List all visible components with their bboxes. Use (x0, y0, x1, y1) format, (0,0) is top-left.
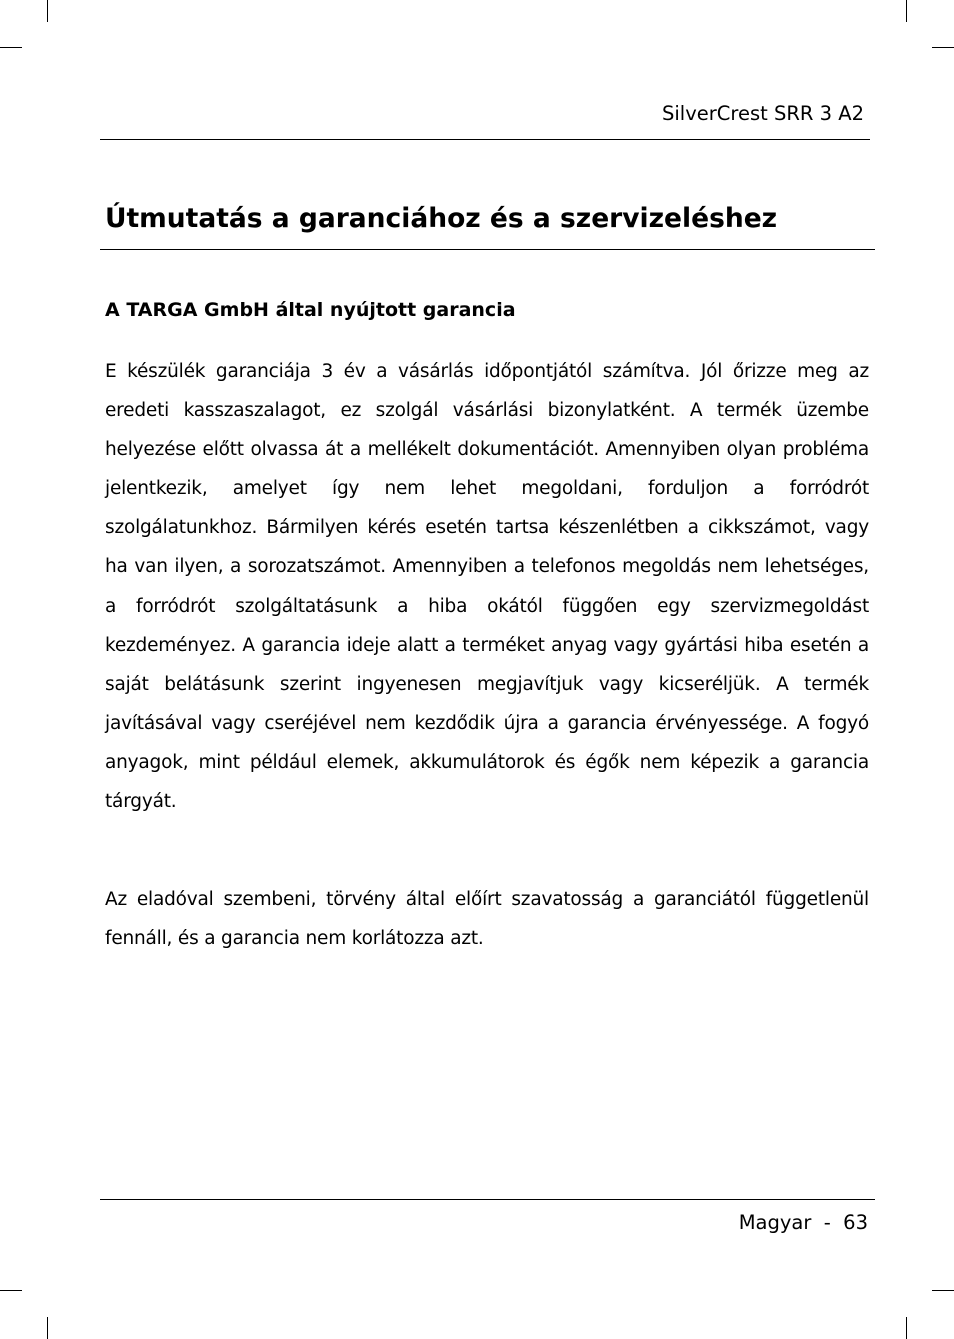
crop-mark-top-left (47, 0, 48, 22)
running-header: SilverCrest SRR 3 A2 (662, 102, 864, 125)
crop-mark-bottom-right-horizontal (932, 1290, 954, 1291)
section-heading: A TARGA GmbH által nyújtott garancia (105, 299, 516, 321)
crop-mark-top-left-horizontal (0, 47, 22, 48)
crop-mark-bottom-right (906, 1317, 907, 1339)
crop-mark-bottom-left (47, 1317, 48, 1339)
page-number: Magyar - 63 (738, 1211, 868, 1234)
header-rule (100, 139, 870, 140)
crop-mark-top-right-horizontal (932, 47, 954, 48)
footer-rule (100, 1199, 875, 1200)
page-title: Útmutatás a garanciához és a szervizeléshez (105, 203, 778, 234)
title-rule (100, 249, 875, 250)
paragraph-warranty-terms: E készülék garanciája 3 év a vásárlás időpontjától számítva. Jól őrizze meg az eredeti kasszaszalagot, ez szolgál vásárlási bizonylatként. A termék üzembe helyezése előtt olvassa át a mellékelt dokumentációt. Amennyiben olyan probléma jelentkezik, amelyet így nem lehet megoldani, forduljon a forródrót szolgálatunkhoz. Bármilyen kérés esetén tartsa készenlétben a cikkszámot, vagy ha van ilyen, a sorozatszámot. Amennyiben a telefonos megoldás nem lehetséges, a forródrót szolgáltatásunk a hiba okától függően egy szervizmegoldást kezdeményez. A garancia ideje alatt a terméket anyag vagy gyártási hiba esetén a saját belátásunk szerint ingyenesen megjavítjuk vagy kicseréljük. A termék javításával vagy cseréjével nem kezdődik újra a garancia érvényessége. A fogyó anyagok, mint például elemek, akkumulátorok és égők nem képezik a garancia tárgyát. (105, 361, 869, 813)
paragraph-statutory-rights: Az eladóval szembeni, törvény által előírt szavatosság a garanciától függetlenül fennáll, és a garancia nem korlátozza azt. (105, 889, 869, 950)
crop-mark-bottom-left-horizontal (0, 1290, 22, 1291)
crop-mark-top-right (906, 0, 907, 22)
